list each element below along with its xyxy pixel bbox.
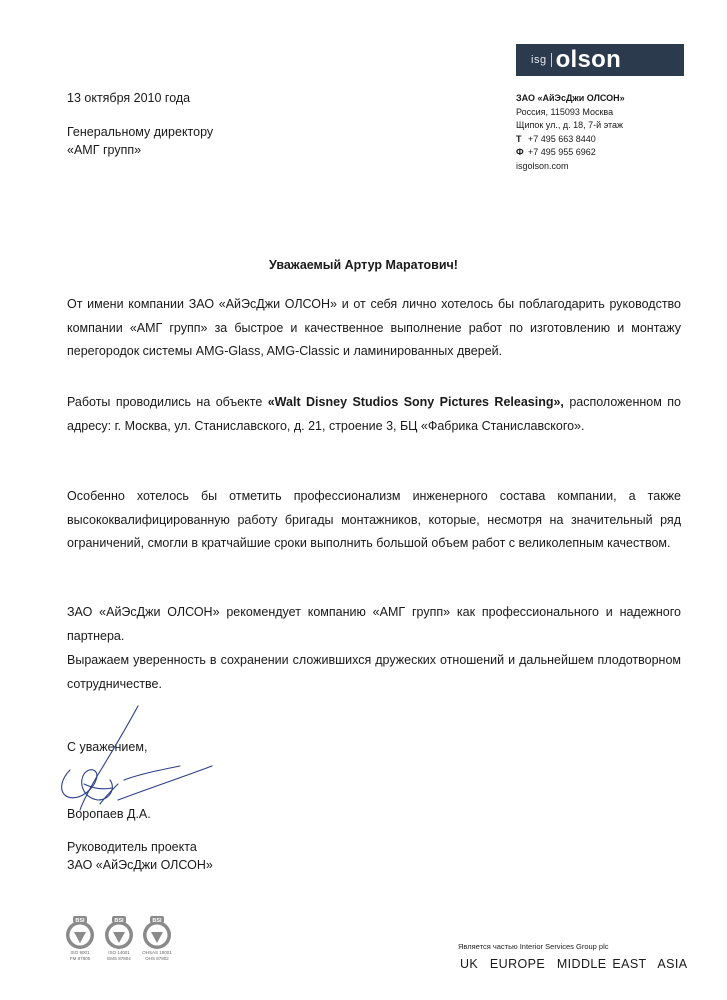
company-contact-block bbox=[516, 92, 625, 173]
bsi-badge-ohsas18001 bbox=[140, 916, 174, 964]
group-membership-note: Является частью Interior Services Group plc bbox=[458, 942, 609, 951]
bsi-cert-1: FM 87805 bbox=[69, 955, 91, 961]
company-fax: +7 495 955 6962 bbox=[528, 147, 596, 157]
bsi-cert-3: OHS 87802 bbox=[145, 955, 169, 961]
bsi-mark-3: BSI bbox=[152, 918, 162, 924]
isg-olson-logo bbox=[516, 44, 684, 76]
closing-phrase: С уважением, bbox=[67, 740, 148, 754]
bsi-badge-iso14001 bbox=[102, 916, 136, 964]
signatory-name: Воропаев Д.А. bbox=[67, 807, 151, 821]
company-address-line1: Россия, 115093 Москва bbox=[516, 106, 614, 117]
bsi-standard-1: ISO 9001 bbox=[70, 950, 90, 955]
recipient-line2: «АМГ групп» bbox=[67, 142, 142, 157]
bsi-standard-2: ISO 14001 bbox=[108, 950, 130, 955]
regions-list: UK EUROPE MIDDLE EAST ASIA bbox=[460, 957, 688, 971]
company-website: isgolson.com bbox=[516, 160, 569, 171]
signatory-details bbox=[67, 839, 213, 874]
signatory-title: Руководитель проекта bbox=[67, 840, 197, 854]
paragraph-5: Выражаем уверенность в сохранении сложившихся дружеских отношений и дальнейшем плодотворном сотрудничестве. bbox=[67, 653, 681, 691]
recipient-line1: Генеральному директору bbox=[67, 125, 214, 139]
project-name: «Walt Disney Studios Sony Pictures Releasing», bbox=[267, 395, 564, 409]
paragraph-2-address: расположенном по адресу: г. Москва, ул. Станиславского, д. 21, строение 3, БЦ «Фабрика Станиславского». bbox=[67, 395, 681, 433]
fax-label: Ф bbox=[516, 147, 524, 157]
company-fax-row bbox=[516, 146, 625, 160]
bsi-cert-2: EMS 87804 bbox=[107, 955, 131, 961]
letter-date: 13 октября 2010 года bbox=[67, 91, 191, 105]
bsi-mark-1: BSI bbox=[75, 918, 85, 924]
logo-prefix: isg bbox=[531, 53, 552, 67]
paragraph-2 bbox=[67, 391, 681, 438]
paragraph-1: От имени компании ЗАО «АйЭсДжи ОЛСОН» и от себя лично хотелось бы поблагодарить руководство компании «АМГ групп» за быстрое и качественное выполнение работ по изготовлению и монтажу перегородок системы AMG-Glass, AMG-Classic и ламинированных дверей. bbox=[67, 297, 681, 358]
recipient-block bbox=[67, 124, 213, 159]
signatory-company: ЗАО «АйЭсДжи ОЛСОН» bbox=[67, 857, 213, 872]
phone-label: Т bbox=[516, 133, 522, 144]
bsi-standard-3: OHSAS 18001 bbox=[142, 950, 172, 955]
company-phone: +7 495 663 8440 bbox=[528, 133, 596, 144]
paragraph-2-intro: Работы проводились на объекте bbox=[67, 395, 268, 409]
paragraph-4: ЗАО «АйЭсДжи ОЛСОН» рекомендует компанию «АМГ групп» как профессионального и надежного партнера. bbox=[67, 605, 681, 643]
company-phone-row bbox=[516, 133, 625, 147]
company-name: ЗАО «АйЭсДжи ОЛСОН» bbox=[516, 93, 625, 103]
company-address-line2: Щипок ул., д. 18, 7-й этаж bbox=[516, 120, 624, 130]
logo-name: olson bbox=[555, 46, 622, 73]
paragraph-3: Особенно хотелось бы отметить профессионализм инженерного состава компании, а также высококвалифицированную работу бригады монтажников, которые, несмотря на значительный ряд ограничений, смогли в кратчайшие сроки выполнить большой объем работ с великолепным качеством. bbox=[67, 489, 681, 550]
salutation: Уважаемый Артур Маратович! bbox=[269, 258, 458, 272]
bsi-badge-iso9001 bbox=[63, 916, 97, 964]
bsi-mark-2: BSI bbox=[114, 918, 124, 924]
